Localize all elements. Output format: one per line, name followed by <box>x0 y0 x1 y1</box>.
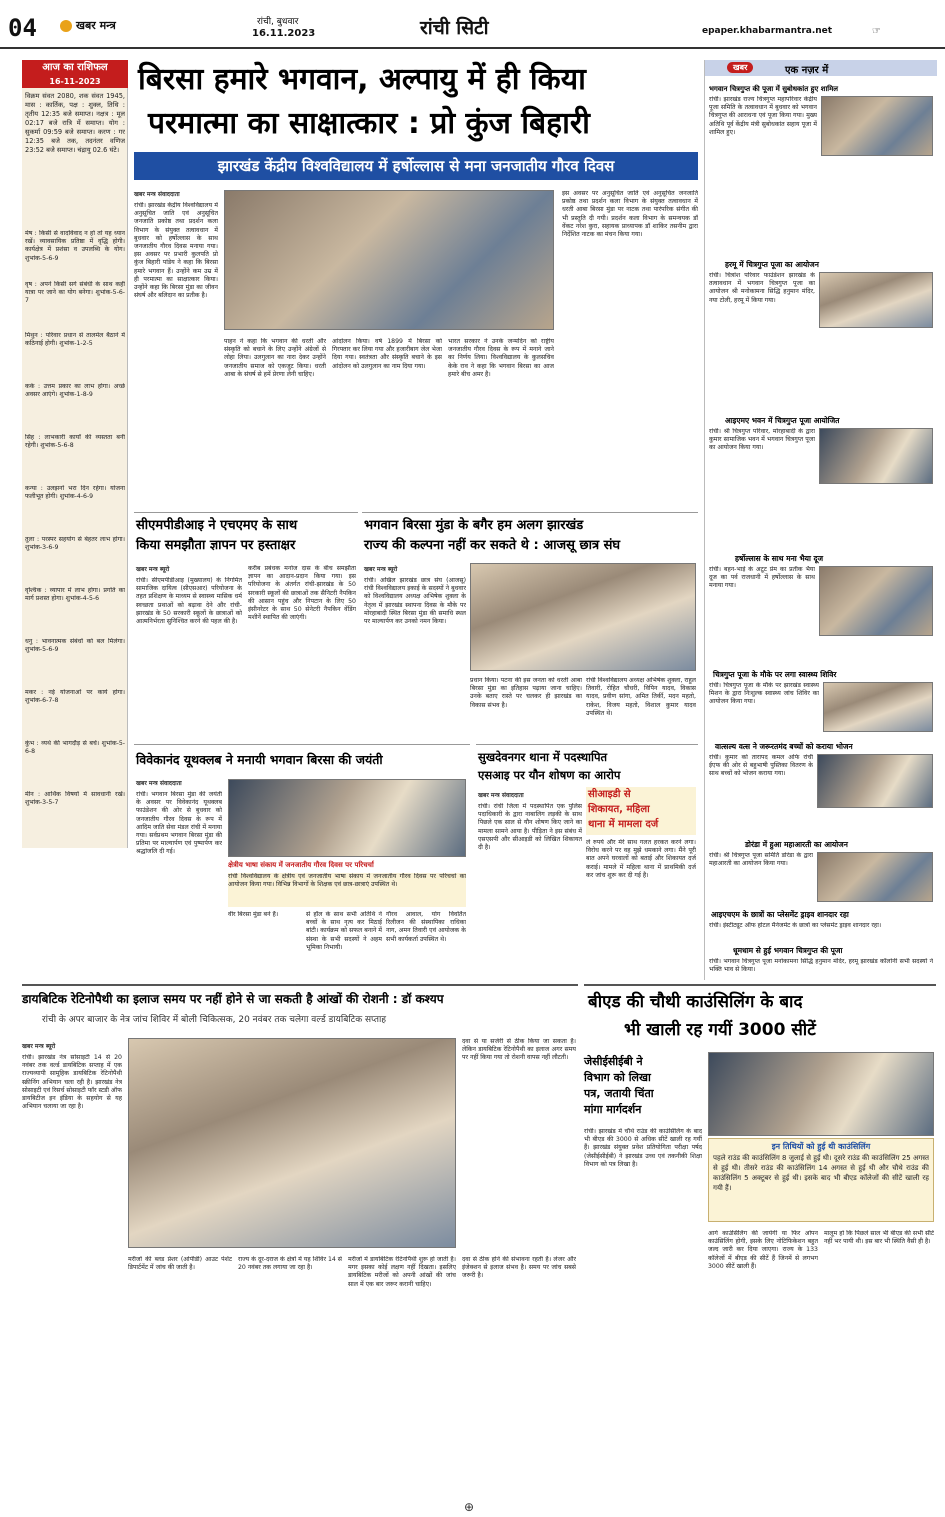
bed-col1: रांची। झारखंड में चौथे राउंड की काउंसिलिंग के बाद भी बीएड की 3000 से अधिक सीटें खाली रह गयीं हैं। झारखंड संयुक्त प्रवेश प्रतियोगिता परीक्षा पर्षद (जेसीईसीईबी) ने झारखंड उच्च एवं तकनीकी शिक्षा विभाग को पत्र लिखा है। <box>584 1128 702 1168</box>
section-title: रांची सिटी <box>420 17 489 39</box>
ajsu-byline: खबर मन्त्र ब्यूरो <box>364 566 398 573</box>
ajsu-headline-line2: राज्य की कल्पना नहीं कर सकते थे : आजसू छात्र संघ <box>364 538 621 553</box>
nazar-body-5: रांची। कुमार को तारापद कमल ओर्फ रांची ईएफ की ओर से बहुभाषी पुस्तिका वितरण के साथ बच्चों को भोजन कराया गया। <box>709 754 813 778</box>
sign-text: धनु : भावनात्मक संबंधों को बल मिलेगा। शुभांक-5-6-9 <box>25 638 125 654</box>
ek-nazar-title: एक नज़र में <box>785 65 829 76</box>
masthead-rule <box>0 47 945 49</box>
sukhdev-box-line2: शिकायत, महिला <box>588 804 650 815</box>
cmpdi-col2: करीब प्रबंधक मनोज दास के बीच समझौता ज्ञापन का आदान-प्रदान किया गया। इस परियोजना के अंतर्गत रांची-झारखंड के 50 सरकारी स्कूलों की छात्राओं तक सैनिटरी नैपकिन की आसान पहुंच और निपटान के लिए 50 इंसीनरेटर के साथ 50 सेनेटरी नैपकिन वेंडिंग मशीनें स्थापित की जाएंगी। <box>248 565 356 622</box>
sukhdev-box-line3: थाना में मामला दर्ज <box>588 819 659 830</box>
vivekananda-story <box>134 744 470 970</box>
sukhdev-col1: रांची। रांची जिला में पदस्थापित एक पुलिस पदाधिकारी के द्वारा नाबालिग लड़की के साथ पिछले एक साल से यौन शोषण किए जाने का मामला सामने आया है। पीड़िता ने इस संबंध में एसएसपी और सीआइडी को लिखित शिकायत दी है। <box>478 803 582 852</box>
eye-subhead: रांची के अपर बाजार के नेत्र जांच शिविर में बोली चिकित्सक, 20 नवंबर तक चलेगा वर्ल्ड डायबिटिक सप्ताह <box>42 1015 387 1025</box>
sukhdev-highlight-box <box>586 787 696 835</box>
nazar-head-7: आइएचएम के छात्रों का प्लेसमेंट ड्राइव शानदार रहा <box>711 910 849 919</box>
bed-col3: मालूम हो कि पिछले साल भी बीएड की सभी सीटें नहीं भर पायी थी। इस बार भी स्थिति वैसी ही है। <box>824 1230 934 1246</box>
bed-info-title: इन तिथियों को हुई थी काउंसिलिंग <box>771 1142 871 1151</box>
nazar-head-8: धूमधाम से हुई भगवान चित्रगुप्त की पूजा <box>733 946 843 955</box>
lead-banner: झारखंड केंद्रीय विश्वविद्यालय में हर्षोल्लास से मना जनजातीय गौरव दिवस <box>134 152 698 180</box>
lead-photo <box>224 190 554 330</box>
eye-col4: मरीजों में डायबिटिक रेटिनोपैथी शुरू हो जाती है। मगर इसका कोई लक्षण नहीं दिखता। इसलिए डायबिटिक मरीजों को अपनी आंखों की जांच साल में एक बार जरूर करानी चाहिए। <box>348 1256 456 1288</box>
brand-name: खबर मन्त्र <box>76 19 116 32</box>
horoscope-column <box>22 60 128 848</box>
lead-headline-line2: परमात्मा का साक्षात्कार : प्रो कुंज बिहारी <box>148 106 590 141</box>
cmpdi-story <box>134 512 358 724</box>
sign-text: कन्या : उलझनों भरा दिन रहेगा। योजना फलीभूत होगी। शुभांक-4-6-9 <box>25 485 125 501</box>
cmpdi-headline-line1: सीएमपीडीआइ ने एचएमए के साथ <box>136 518 298 533</box>
nazar-head-5: वात्सल्य वत्स ने जरूरतमंद बच्चों को कराया भोजन <box>715 742 853 751</box>
sign-text: तुला : परस्पर सहयोग से बेहतर लाभ होगा। शुभांक-3-6-9 <box>25 536 125 552</box>
nazar-body-0: रांची। झारखंड राज्य चित्रगुप्त महापरिवार केंद्रीय पूजा समिति के तत्वावधान में बुधवार को भगवान चित्रगुप्त की आराधना एवं पूजा किया गया। मुख्य अतिथि पूर्व केंद्रीय मंत्री सुबोधकांत सहाय पूजा में शामिल हुए। <box>709 96 817 136</box>
bed-col2: आगे काउंसिलिंग की जायेगी या फिर ओपन काउंसिलिंग होगी, इसके लिए नोटिफिकेशन बहुत जल्द जारी कर दिया जाएगा। राज्य के 133 कॉलेजों में बीएड की सीटें हैं जिनमें से लगभग 3000 सीटें खाली हैं। <box>708 1230 818 1270</box>
nazar-body-4: रांची। चित्रगुप्त पूजा के मौके पर झारखंड स्वास्थ्य मिशन के द्वारा निःशुल्क स्वास्थ्य जांच शिविर का आयोजन किया गया। <box>709 682 819 706</box>
sign-text: सिंह : लाभकारी कार्यों की व्यस्तता बनी रहेगी। शुभांक-5-6-8 <box>25 434 125 450</box>
epaper-url[interactable]: epaper.khabarmantra.net <box>702 26 833 36</box>
eye-col5: दवा से या सर्जरी से ठीक किया जा सकता है। लेकिन डायबिटिक रेटिनोपैथी का इलाज अगर समय पर नहीं किया गया तो रोशनी वापस नहीं लौटती। <box>462 1038 576 1062</box>
sign-text: कर्क : उत्तम प्रकार का लाभ होगा। अच्छे अवसर आएंगे। शुभांक-1-8-9 <box>25 383 125 399</box>
nazar-body-1: रांची। चित्रांश परिवार फाउंडेशन झारखंड के तत्वावधान में भगवान चित्रगुप्त पूजा का आयोजन श्री मनोकामना सिद्धि हनुमान मंदिर, नया टोली, हरमू में किया गया। <box>709 272 815 304</box>
vivekananda-col1: रांची। भगवान बिरसा मुंडा की जयंती के अवसर पर विवेकानंद यूथक्लब फाउंडेशन की ओर से बुधवार को जनजातीय गौरव दिवस के रूप में आदिम जाति सेवा मंडल रांची में मनाया गया। सर्वप्रथम भगवान बिरसा मुंडा की प्रतिमा पर माल्यार्पण एवं पुष्पार्पण कर श्रद्धांजलि दी गई। <box>136 791 222 856</box>
nazar-body-7: रांची। इंस्टीट्यूट ऑफ होटल मैनेजमेंट के छात्रों का प्लेसमेंट ड्राइव शानदार रहा। <box>709 922 882 929</box>
vivekananda-byline: खबर मन्त्र संवाददाता <box>136 780 182 787</box>
bed-story <box>584 984 936 1498</box>
vivekananda-col2: वीर बिरसा मुंडा बने हैं। <box>228 911 279 918</box>
vivekananda-col3: से हॉल के साथ सभी अतिथि ने बच्चों के साथ नृत्य कर मिठाई बांटी। कार्यक्रम को सफल बनाने में संस्था के सभी सदस्यों ने अहम भूमिका निभायी। <box>306 911 382 951</box>
nazar-head-2: आइएमए भवन में चित्रगुप्त पूजा आयोजित <box>725 416 840 425</box>
sukhdev-byline: खबर मन्त्र संवाददाता <box>478 792 524 799</box>
sign-text: मीन : आर्थिक विषयों में सावधानी रखें। शुभांक-3-5-7 <box>25 791 125 807</box>
page-number: 04 <box>8 14 37 42</box>
eye-col1: रांची। झारखंड नेत्र सोसाइटी 14 से 20 नवंबर तक वर्ल्ड डायबिटिक सप्ताह में एक राज्यव्यापी सामूहिक डायबिटिक रेटिनोपैथी स्क्रीनिंग अभियान चला रही है। झारखंड नेत्र सोसाइटी एवं रिसर्च सोसाइटी फॉर स्टडी ऑफ डायबिटीज इन इंडिया के सहयोग से यह अभियान चलाया जा रहा है। <box>22 1054 122 1111</box>
brand-logo-icon <box>60 20 72 32</box>
lead-byline: खबर मन्त्र संवाददाता <box>134 191 180 198</box>
eye-col2: मरीजों की ब्लड प्रेशर (ओपीडी) आउट पेशेंट डिपार्टमेंट में जांच की जाती है। <box>128 1256 232 1272</box>
bed-box-line3: पत्र, जतायी चिंता <box>584 1087 654 1100</box>
sukhdev-headline-line2: एसआइ पर यौन शोषण का आरोप <box>478 768 621 782</box>
horoscope-date: 16-11-2023 <box>22 76 128 88</box>
eye-byline: खबर मन्त्र ब्यूरो <box>22 1043 56 1050</box>
nazar-body-6: रांची। श्री चित्रगुप्त पूजा समिति डोरंडा के द्वारा महाआरती का आयोजन किया गया। <box>709 852 813 868</box>
nazar-photo-6 <box>817 852 933 902</box>
nazar-body-2: रांची। श्री चित्रगुप्त परिवार, मोरहाबादी के द्वारा कुमार सामाजिक भवन में भगवान चित्रगुप्त पूजा का आयोजन किया गया। <box>709 428 815 452</box>
sign-text: वृश्चिक : व्यापार में लाभ होगा। प्रगति का मार्ग प्रशस्त होगा। शुभांक-4-5-6 <box>25 587 125 603</box>
nazar-photo-0 <box>821 96 933 156</box>
nazar-photo-3 <box>819 566 933 636</box>
sign-text: वृष : अपने किसी सगे संबंधी के साथ कहीं यात्रा पर जाने का योग बनेगा। शुभांक-5-6-7 <box>25 281 125 305</box>
sukhdev-headline-line1: सुखदेवनगर थाना में पदस्थापित <box>478 750 608 764</box>
sign-text: कुंभ : व्यर्थ की भागदौड़ से बचें। शुभांक-5-6-8 <box>25 740 125 756</box>
bed-headline-line1: बीएड की चौथी काउंसिलिंग के बाद <box>588 992 803 1012</box>
ajsu-story <box>362 512 698 744</box>
nazar-body-3: रांची। बहन-भाई के अटूट प्रेम का प्रतीक भैया दूज का पर्व राजधानी में हर्षोल्लास के साथ मनाया गया। <box>709 566 815 590</box>
lead-col2: पाहन ने कहा कि भगवान की धरती और संस्कृति को बचाने के लिए उन्होंने अंग्रेजों से लोहा लिया। उलगुलान का नारा देकर उन्होंने जनजातीय समाज को एकजुट किया। धरती आबा के संघर्ष से हमें प्रेरणा लेनी चाहिए। <box>224 338 326 378</box>
vivekananda-caption-body: रांची विश्वविद्यालय के क्षेत्रीय एवं जनजातीय भाषा संकाय में जनजातीय गौरव दिवस पर परिचर्चा का आयोजन किया गया। विभिन्न विभागों के शिक्षक एवं छात्र-छात्राएं उपस्थित थे। <box>228 873 466 907</box>
panchang-text: विक्रम संवत 2080, शक संवत 1945, मास : कार्तिक, पक्ष : शुक्ल, तिथि : तृतीय 12:35 बजे समाप्त। नक्षत्र : मूल 02:17 बजे रात्रि में समाप्त। योग : सुकर्मा 09:59 बजे समाप्त। करण : गर 12:35 बजे तक, तदनंतर वणिज 23:52 बजे समाप्त। चंद्रायु 02.6 घंटे। <box>25 92 125 154</box>
nazar-head-4: चित्रगुप्त पूजा के मौके पर लगा स्वास्थ्य शिविर <box>713 670 837 679</box>
vivekananda-caption-head: क्षेत्रीय भाषा संकाय में जनजातीय गौरव दिवस पर परिचर्चा <box>228 861 374 869</box>
nazar-head-3: हर्षोल्लास के साथ मना भैया दूज <box>735 554 824 563</box>
vivekananda-photo <box>228 779 466 857</box>
eye-headline: डायबिटिक रेटिनोपैथी का इलाज समय पर नहीं होने से जा सकती है आंखों की रोशनी : डॉ कश्यप <box>22 992 444 1006</box>
sign-text: मकर : नई योजनाओं पर कार्य होगा। शुभांक-6-7-8 <box>25 689 125 705</box>
sign-text: मिथुन : परिवार प्रधान से तालमेल बैठाने में कठिनाई होगी। शुभांक-1-2-5 <box>25 332 125 348</box>
city-day: रांची, बुधवार <box>257 17 299 27</box>
horoscope-title: आज का राशिफल <box>22 60 128 76</box>
sukhdev-story <box>476 744 698 970</box>
eye-story <box>22 984 578 1498</box>
lead-story <box>134 58 698 512</box>
vivekananda-headline: विवेकानंद यूथक्लब ने मनायी भगवान बिरसा की जयंती <box>136 752 383 767</box>
lead-col3: आंदोलन किया। वर्ष 1899 में बिरसा को गिरफ्तार कर लिया गया और हजारीबाग जेल भेजा दिया गया। स्वतंत्रता और संस्कृति बचाने के इस आंदोलन को उलगुलान का नाम दिया गया। <box>332 338 442 370</box>
bed-info-box <box>708 1138 934 1222</box>
ek-nazar-label: खबर <box>727 62 753 73</box>
ajsu-col3: रांची विश्वविद्यालय अध्यक्ष अभिषेक शुक्ला, राहुल तिवारी, रोहित चौधरी, विपिन यादव, विकास यादव, प्रवीण सांगा, अमित तिर्की, मदन महतो, राकेश, विजय महतो, विशाल कुमार यादव उपस्थित थे। <box>586 677 696 717</box>
lead-col1: रांची। झारखंड केंद्रीय विश्वविद्यालय में अनुसूचित जाति एवं अनुसूचित जनजाति प्रकोष्ठ तथा प्रदर्शन कला विभाग के संयुक्त तत्वावधान में बुधवार को हर्षोल्लास के साथ जनजातीय गौरव दिवस मनाया गया। इस अवसर पर प्रभारी कुलपति प्रो कुंज बिहारी पांडेय ने कहा कि बिरसा हमारे भगवान हैं। उन्होंने कम उम्र में ही परमात्मा का साक्षात्कार किया। उन्होंने कहा कि बिरसा मुंडा का जीवन संघर्ष और बलिदान का प्रतीक है। <box>134 202 218 300</box>
nazar-head-0: भगवान चित्रगुप्त की पूजा में सुबोधकांत हुए शामिल <box>709 85 839 93</box>
ajsu-headline-line1: भगवान बिरसा मुंडा के बगैर हम अलग झारखंड <box>364 518 584 533</box>
lead-headline-line1: बिरसा हमारे भगवान, अल्पायु में ही किया <box>138 62 586 97</box>
ajsu-photo <box>470 563 696 671</box>
bed-headline-line2: भी खाली रह गयीं 3000 सीटें <box>624 1020 816 1040</box>
nazar-photo-4 <box>823 682 933 732</box>
nazar-photo-5 <box>817 754 933 808</box>
cmpdi-headline-line2: किया समझौता ज्ञापन पर हस्ताक्षर <box>136 538 296 553</box>
cmpdi-byline: खबर मन्त्र ब्यूरो <box>136 566 170 573</box>
hand-pointer-icon: ☞ <box>872 26 881 37</box>
eye-col6: दवा से ठीक होने की संभावना रहती है। लेजर और इंजेक्शन से इलाज संभव है। समय पर जांच सबसे जरूरी है। <box>462 1256 576 1280</box>
masthead <box>0 0 945 52</box>
nazar-head-1: हरमू में चित्रगुप्त पूजा का आयोजन <box>725 260 819 269</box>
bed-photo <box>708 1052 934 1136</box>
eye-col3: राज्य के दूर-दराज के क्षेत्रों में यह शिविर 14 से 20 नवंबर तक लगाया जा रहा है। <box>238 1256 342 1272</box>
nazar-head-6: डोरंडा में हुआ महाआरती का आयोजन <box>745 840 848 849</box>
registration-mark-icon: ⊕ <box>464 1500 475 1514</box>
eye-photo <box>128 1038 456 1248</box>
bed-box-line1: जेसीईसीईबी ने <box>584 1055 643 1068</box>
bed-info-body: पहले राउंड की काउंसिलिंग 8 जुलाई से हुई थी। दूसरे राउंड की काउंसिलिंग 25 अगस्त से हुई थी। तीसरे राउंड की काउंसिलिंग 14 अगस्त से हुई थी और चौथे राउंड की काउंसिलिंग 5 अक्टूबर से हुई थी। इसके बाद भी बीएड कॉलेजों की सीटें खाली रह गयी हैं। <box>713 1154 929 1192</box>
horoscope-signs <box>25 230 125 842</box>
lead-col5: इस अवसर पर अनुसूचित जाति एवं अनुसूचित जनजाति प्रकोष्ठ तथा प्रदर्शन कला विभाग के संयुक्त तत्वावधान में धरती आबा बिरसा मुंडा पर नाटक तथा पारंपरिक संगीत की भी प्रस्तुति दी गयी। प्रदर्शन कला विभाग के समन्वयक डॉ वेंकट नरेश कुरा, सहायक प्राध्यापक डॉ शाकिर तसनीम द्वारा निर्देशित नाटक का मंचन किया गया। <box>562 190 698 239</box>
nazar-photo-1 <box>819 272 933 328</box>
sukhdev-box-line1: सीआइडी से <box>588 789 631 800</box>
ek-nazar-column <box>704 60 936 980</box>
vivekananda-col4: गौरव आवाल, योग विवर्तित रिलीजन की संस्थापिका राधिका नाग, अमन तिवारी एवं आयोजक के सभी कार्यकर्ता उपस्थित थे। <box>386 911 466 943</box>
nazar-body-8: रांची। भगवान चित्रगुप्त पूजा मनोकामना सिद्धि हनुमान मंदिर, हरमू झारखंड कॉलोनी सभी सदस्यों ने भक्ति भाव से किया। <box>709 958 933 974</box>
nazar-photo-2 <box>819 428 933 484</box>
issue-date: 16.11.2023 <box>252 28 316 39</box>
bed-box-line4: मांगा मार्गदर्शन <box>584 1103 642 1116</box>
cmpdi-col1: रांची। सीएमपीडीआइ (मुख्यालय) के निगमित सामाजिक दायित्व (सीएसआर) परियोजना के तहत प्रशिक्षण के माध्यम से स्वास्थ्य मासिक धर्म स्वच्छता प्रथाओं को बढ़ावा देने और रांची-झारखंड के 50 सरकारी स्कूलों के छात्राओं को आत्मनिर्भरता सुनिश्चित करने की पहल की है। <box>136 577 242 626</box>
sign-text: मेष : किसी से वादविवाद न हो तो यह ध्यान रखें। व्यावसायिक प्रतिष्ठा में वृद्धि होगी। कार्यक्षेत्र में प्रशंसा व उपलब्धि के योग। शुभांक-5-6-9 <box>25 230 125 262</box>
lead-col4: भारत सरकार ने उनके जन्मदिन को राष्ट्रीय जनजातीय गौरव दिवस के रूप में मनाने जाने का निर्णय लिया। विश्वविद्यालय के कुलसचिव केके राव ने कहा कि भगवान बिरसा का आज हमारे बीच अमर है। <box>448 338 554 378</box>
bed-box-line2: विभाग को लिखा <box>584 1071 651 1084</box>
ajsu-col2: प्रधान किया। पटना की इस जनता को धरती आबा बिरसा मुंडा का इतिहास पढ़ाया जाना चाहिए। उनके बताए रास्ते पर चलकर ही झारखंड का विकास संभव है। <box>470 677 582 709</box>
sukhdev-col2: ले रुपये और मेरे साथ गलत हरकत करने लगा। विरोध करने पर वह मुझे धमकाने लगा। मैंने पूरी बात अपने घरवालों को बताई और शिकायत दर्ज कराई। मामले में महिला थाना में प्राथमिकी दर्ज कर जांच शुरू कर दी गई है। <box>586 839 696 879</box>
bed-highlight-box <box>584 1054 702 1122</box>
ek-nazar-header <box>705 60 937 76</box>
ajsu-col1: रांची। अखिल झारखंड छात्र संघ (आजसू) रांची विश्वविद्यालय इकाई के सदस्यों ने बुधवार को विश्वविद्यालय अध्यक्ष अभिषेक शुक्ला के नेतृत्व में झारखंड स्थापना दिवस के मौके पर मोरहाबादी स्थित बिरसा मुंडा की समाधि स्थल पर माल्यार्पण कर उनको नमन किया। <box>364 577 466 626</box>
